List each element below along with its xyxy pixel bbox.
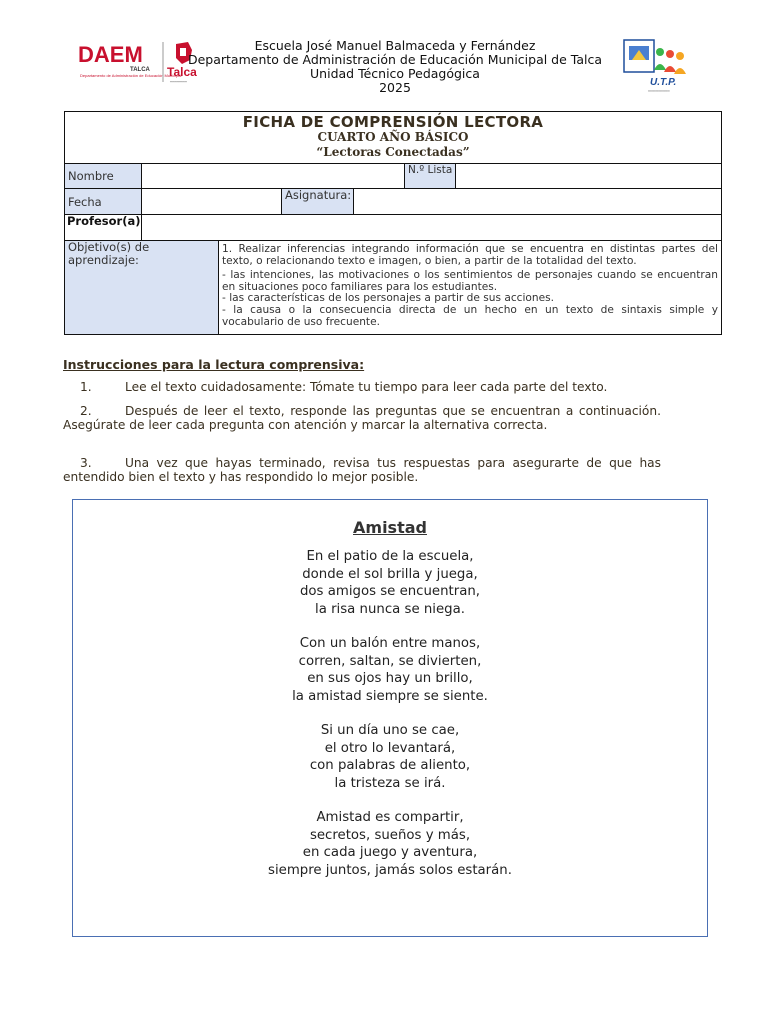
- objetivo-item: - las características de los personajes a partir de sus acciones.: [222, 292, 555, 305]
- asignatura-label: Asignatura:: [282, 189, 354, 215]
- poem-line: dos amigos se encuentran,: [299, 584, 481, 600]
- nombre-field[interactable]: [142, 164, 405, 189]
- poem-line: En el patio de la escuela,: [306, 549, 474, 564]
- poem-title: Amistad: [353, 518, 427, 537]
- poem-stanza: [73, 809, 707, 879]
- poem-line: siempre juntos, jamás solos estarán.: [268, 862, 512, 878]
- instruction-text: Una vez que hayas terminado, revisa tus respuestas para asegurarte de que has entendido bien el texto y has respondido lo mejor posible.: [63, 456, 661, 485]
- poem-line: en cada juego y aventura,: [302, 845, 478, 861]
- department-name: Departamento de Administración de Educación Municipal de Talca: [187, 52, 603, 67]
- daem-logo-caption: Departamento de Administración de Educación Municipal: [80, 73, 182, 78]
- poem-line: el otro lo levantará,: [324, 740, 456, 756]
- poem-line: corren, saltan, se divierten,: [298, 653, 482, 669]
- poem-line: la amistad siempre se siente.: [292, 688, 488, 704]
- header-year: 2025: [379, 80, 411, 95]
- poem-line: Con un balón entre manos,: [299, 636, 481, 651]
- profesor-field[interactable]: [142, 215, 721, 241]
- poem-line: la risa nunca se niega.: [315, 601, 465, 617]
- poem-line: Si un día uno se cae,: [320, 723, 460, 738]
- poem-stanza: [73, 635, 707, 705]
- objetivo-item: - la causa o la consecuencia directa de un hecho en un texto de sintaxis simple y vocabulario de uso frecuente.: [222, 303, 718, 328]
- poem-box: [72, 499, 708, 937]
- poem-stanza: [73, 548, 707, 618]
- instruction-number: 3.: [80, 456, 92, 470]
- instruction-text: Lee el texto cuidadosamente: Tómate tu tiempo para leer cada parte del texto.: [125, 380, 608, 394]
- instructions-title: Instrucciones para la lectura comprensiva:: [63, 357, 365, 372]
- fecha-label: Fecha: [65, 189, 142, 215]
- instruction-item: [63, 404, 661, 432]
- form-row-objetivo: [65, 240, 721, 334]
- form-row-profesor: [65, 214, 721, 241]
- asignatura-field[interactable]: [354, 189, 721, 215]
- instruction-number: 2.: [80, 404, 92, 418]
- daem-logo: [78, 40, 182, 86]
- poem-line: en sus ojos hay un brillo,: [307, 671, 473, 687]
- objetivo-item: - las intenciones, las motivaciones o los sentimientos de personajes cuando se encuentran en situaciones poco familiares para los estudiantes.: [222, 269, 718, 293]
- objetivo-item: 1. Realizar inferencias integrando información que se encuentra en distintas partes del texto, o relacionando texto e imagen, o bien, a partir de la totalidad del texto.: [222, 243, 718, 267]
- svg-text:━━━━━━━━━━━━: ━━━━━━━━━━━━: [648, 89, 670, 93]
- nombre-label: Nombre: [65, 164, 142, 189]
- poem-line: donde el sol brilla y juega,: [302, 566, 478, 582]
- instruction-text: Después de leer el texto, responde las preguntas que se encuentran a continuación. Asegúrate de leer cada pregunta con atención y marcar la alternativa correcta.: [63, 404, 661, 433]
- form-grade: CUARTO AÑO BÁSICO: [317, 130, 469, 144]
- poem-line: secretos, sueños y más,: [309, 827, 471, 843]
- poem-line: la tristeza se irá.: [334, 775, 446, 791]
- poem-stanza: [73, 722, 707, 792]
- lista-label: N.º Lista: [405, 164, 456, 189]
- form-row-fecha: [65, 188, 721, 215]
- poem-line: con palabras de aliento,: [309, 758, 471, 774]
- instruction-item: [63, 456, 661, 484]
- profesor-label: Profesor(a): [65, 215, 142, 241]
- svg-text:━━━━━━━━: ━━━━━━━━: [170, 80, 187, 84]
- school-name: Escuela José Manuel Balmaceda y Fernández: [254, 38, 536, 53]
- daem-logo-city: TALCA: [130, 67, 150, 73]
- reading-sheet-form: [64, 111, 722, 335]
- utp-logo: [620, 38, 692, 96]
- lista-field[interactable]: [456, 164, 721, 189]
- form-row-nombre: [65, 163, 721, 189]
- objetivo-content: [219, 241, 721, 334]
- form-title: FICHA DE COMPRENSIÓN LECTORA: [242, 113, 544, 131]
- form-subtitle: “Lectoras Conectadas”: [316, 145, 470, 159]
- unit-name: Unidad Técnico Pedagógica: [310, 66, 480, 81]
- utp-logo-text: U.T.P.: [650, 77, 677, 88]
- objetivo-label: Objetivo(s) de aprendizaje:: [65, 241, 219, 334]
- instruction-item: [63, 380, 661, 394]
- fecha-field[interactable]: [142, 189, 282, 215]
- talca-logo-text: Talca: [167, 65, 197, 79]
- poem-line: Amistad es compartir,: [316, 810, 464, 825]
- daem-logo-text: DAEM: [78, 42, 143, 67]
- instruction-number: 1.: [80, 380, 92, 394]
